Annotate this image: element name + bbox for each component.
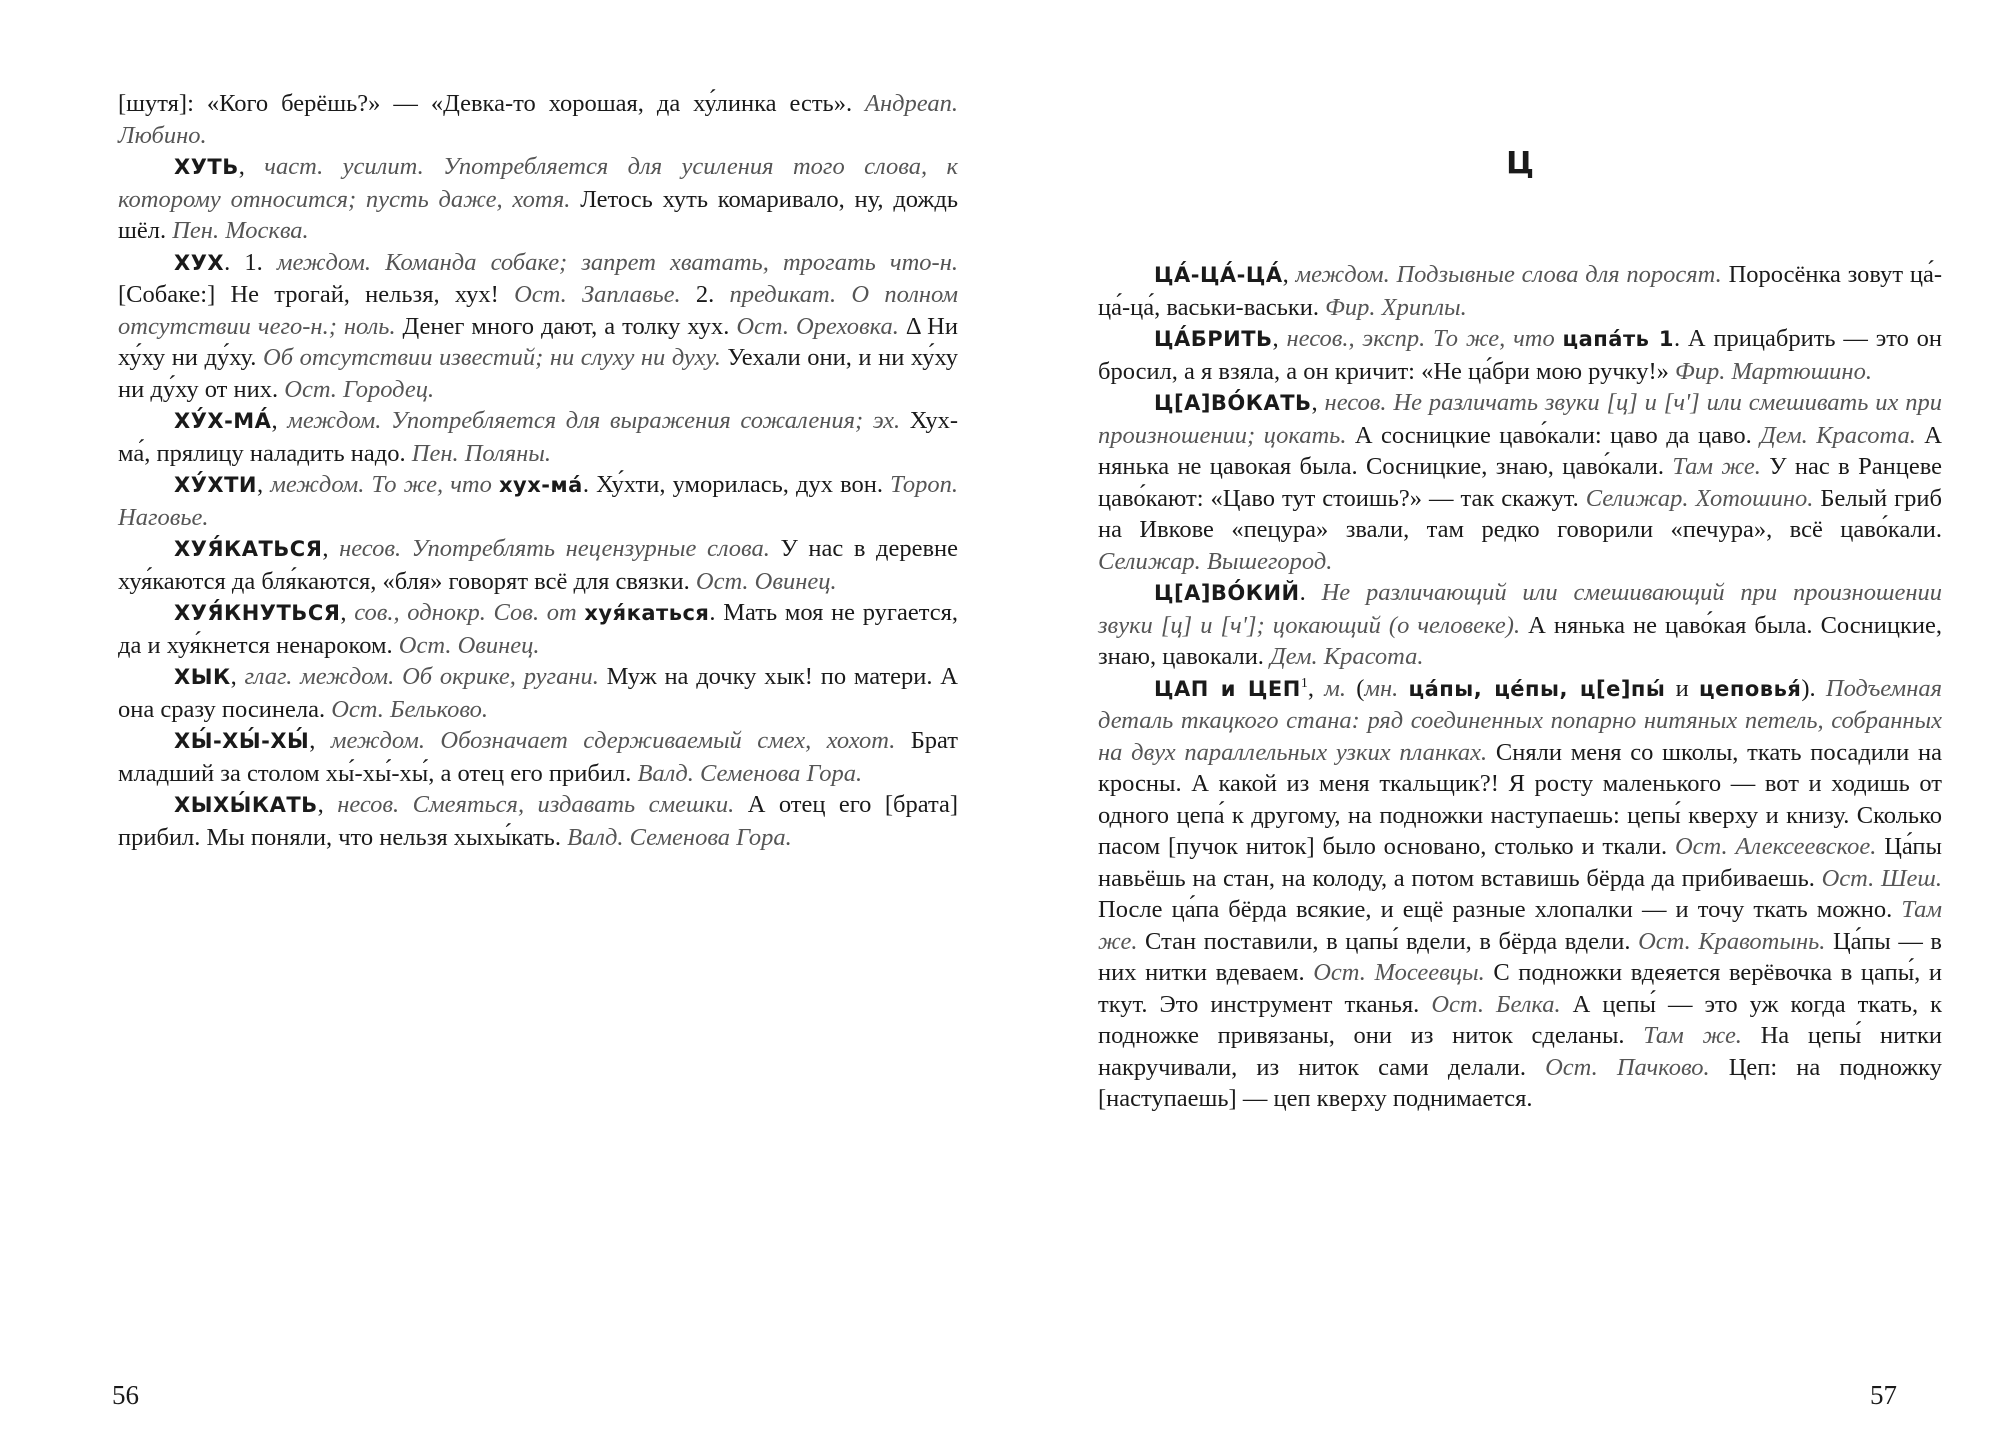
text-run bbox=[1555, 325, 1563, 352]
text-run: У нас в деревне хуя́каются да бля́каются, «бля» говорят всё для связки. bbox=[118, 535, 958, 595]
italic-text: междом. Команда собаке; запрет хватать, трогать что-н. bbox=[276, 248, 958, 276]
text-run: После ца́па бёрда всякие, и ещё разные хлопалки — и точу ткать можно. bbox=[1098, 896, 1902, 923]
italic-text: Фир. Мартюшино. bbox=[1675, 357, 1872, 385]
text-run: Ца́пы — в них нитки вдеваем. bbox=[1098, 927, 1942, 986]
italic-text: междом. Обозначает сдерживаемый смех, хохот. bbox=[330, 727, 896, 754]
italic-text: Ост. Овинец. bbox=[398, 631, 540, 659]
headword: хух-ма́ bbox=[498, 473, 583, 497]
text-run: , bbox=[317, 791, 338, 818]
text-run: , bbox=[1307, 674, 1325, 702]
text-run: А цепы́ — это уж когда ткать, к подножке привязаны, они из ниток сделаны. bbox=[1098, 990, 1942, 1049]
italic-text: Об отсутствии известий; ни слуху ни духу. bbox=[263, 344, 721, 371]
headword: ХУЯ́КАТЬСЯ bbox=[174, 537, 323, 561]
text-run: Сняли меня со школы, ткать посадили на кросны. А какой из меня ткальщик?! Я росту маленького — вот и ходишь от одного цепа́ к другому, на подножки наступаешь: цепы́ кверху и книзу. Сколько пасом [пучок ниток] было основано, столько и ткали. bbox=[1098, 738, 1943, 860]
italic-text: част. усилит. Употребляется для усиления того слова, к которому относится; пусть даже, хотя. bbox=[118, 153, 958, 213]
italic-text: Ост. Ореховка. bbox=[736, 312, 899, 340]
headword: ХУЯ́КНУТЬСЯ bbox=[174, 601, 341, 625]
text-run: С подножки вдеяется верёвочка в цапы́, и ткут. Это инструмент тканья. bbox=[1098, 959, 1943, 1018]
italic-text: Валд. Семенова Гора. bbox=[567, 823, 792, 851]
text-run: А нянька не цаво́кая была. Сосницкие, знаю, цавокали. bbox=[1098, 611, 1943, 670]
italic-text: Ост. Кравотынь. bbox=[1638, 927, 1826, 955]
italic-text: Подъемная деталь ткацкого стана: ряд соединенных попарно нитяных петель, собранных на двух параллельных узких планках. bbox=[1098, 674, 1942, 766]
italic-text: Ост. Заплавье. bbox=[514, 281, 681, 308]
italic-text: Ост. Мосеевцы. bbox=[1313, 959, 1485, 986]
text-run: [шутя]: «Кого берёшь?» — «Девка-то хорошая, да ху́линка есть». bbox=[118, 90, 866, 117]
italic-text: глаг. междом. Об окрике, ругани. bbox=[244, 663, 599, 690]
italic-text: Ост. Белка. bbox=[1431, 990, 1561, 1018]
text-run: ( bbox=[1345, 674, 1365, 702]
text-run: , bbox=[1311, 389, 1325, 416]
italic-text: сов., однокр. Сов. от bbox=[354, 599, 577, 626]
italic-text: междом. То же, что bbox=[270, 471, 492, 498]
page-number-left: 56 bbox=[112, 1380, 139, 1410]
text-run: Белый гриб на Ивкове «пецура» звали, там редко говорили «печура», всё цаво́кали. bbox=[1098, 484, 1942, 543]
italic-text: Там же. bbox=[1098, 896, 1942, 955]
dictionary-entry bbox=[1098, 259, 1942, 323]
dictionary-entry bbox=[118, 725, 958, 789]
headword: хуя́каться bbox=[584, 601, 710, 625]
text-run: . Мать моя не ругается, да и хуя́кнется ненароком. bbox=[118, 599, 958, 659]
italic-text: несов., экспр. То же, что bbox=[1286, 325, 1555, 352]
left-page bbox=[118, 88, 958, 853]
dictionary-entry bbox=[118, 661, 958, 725]
text-run: А сосницкие цаво́кали: цаво да цаво. bbox=[1346, 421, 1761, 449]
headword: ХЫК bbox=[174, 665, 231, 689]
text-run: У нас в Ранцеве цаво́кают: «Цаво тут стоишь?» — так скажут. bbox=[1098, 453, 1943, 512]
text-run: , bbox=[1272, 325, 1287, 352]
italic-text: Тороп. Наговье. bbox=[118, 471, 958, 531]
text-run: А нянька не цавокая была. Сосницкие, знаю, цаво́кали. bbox=[1098, 421, 1943, 480]
text-run: Стан поставили, в цапы́ вдели, в бёрда вдели. bbox=[1137, 927, 1639, 955]
dictionary-entry bbox=[1098, 577, 1942, 673]
italic-text: Не различающий или смешивающий при произношении звуки [ц] и [ч']; цокающий (о человеке). bbox=[1098, 579, 1942, 639]
headword: ХУТЬ bbox=[174, 155, 239, 179]
superscript: 1 bbox=[1300, 675, 1308, 691]
headword: ХУХ bbox=[174, 250, 225, 275]
text-run: , bbox=[309, 727, 331, 754]
italic-text: междом. Употребляется для выражения сожаления; эх. bbox=[287, 407, 901, 434]
dictionary-entry bbox=[118, 151, 958, 247]
text-run: , bbox=[340, 599, 355, 626]
text-run: Δ Ни ху́ху ни ду́ху. bbox=[118, 312, 958, 371]
dictionary-entry bbox=[118, 469, 958, 533]
headword: ХЫХЫ́КАТЬ bbox=[174, 793, 318, 817]
page-number-right: 57 bbox=[1870, 1380, 1897, 1410]
text-run: [Собаке:] Не трогай, нельзя, хух! bbox=[118, 281, 515, 308]
dictionary-entry bbox=[118, 533, 958, 597]
text-run: Поросёнка зовут ца́-ца́-ца́, васьки-васьки. bbox=[1098, 261, 1943, 321]
text-run: , bbox=[271, 407, 288, 434]
text-run: Денег много дают, а толку хух. bbox=[395, 312, 737, 340]
text-run: . bbox=[1299, 579, 1322, 606]
left-page-entries bbox=[118, 88, 958, 853]
text-run: А отец его [брата] прибил. Мы поняли, что нельзя хыхы́кать. bbox=[118, 791, 959, 851]
text-run: На цепы́ нитки накручивали, из ниток сами делали. bbox=[1098, 1022, 1942, 1081]
text-run: Летось хуть комаривало, ну, дождь шёл. bbox=[118, 185, 959, 244]
text-run: . 1. bbox=[224, 248, 277, 276]
text-run: . А прицабрить — это он бросил, а я взяла, а он кричит: «Не ца́бри мою ручку!» bbox=[1098, 325, 1943, 385]
text-run: , bbox=[1282, 261, 1296, 288]
right-page-entries bbox=[1098, 259, 1942, 1115]
text-run: ). bbox=[1801, 674, 1826, 702]
italic-text: мн. bbox=[1364, 674, 1399, 702]
text-run: Цеп: на подножку [наступаешь] — цеп кверху поднимается. bbox=[1098, 1053, 1942, 1112]
italic-text: Селижар. Хотошино. bbox=[1585, 484, 1814, 512]
italic-text: Ост. Шеш. bbox=[1821, 864, 1942, 892]
dictionary-entry bbox=[1098, 387, 1942, 577]
italic-text: междом. Подзывные слова для поросят. bbox=[1295, 261, 1722, 288]
text-run: Уехали они, и ни ху́ху ни ду́ху от них. bbox=[118, 344, 959, 403]
text-run bbox=[1398, 675, 1408, 702]
text-run: , bbox=[230, 663, 245, 690]
text-run: , bbox=[238, 153, 265, 180]
text-run: Брат младший за столом хы́-хы́-хы́, а отец его прибил. bbox=[118, 727, 958, 787]
headword: цапа́ть 1 bbox=[1562, 327, 1674, 351]
headword: ЦА́-ЦА́-ЦА́ bbox=[1154, 263, 1283, 287]
italic-text: Валд. Семенова Гора. bbox=[637, 759, 863, 787]
italic-text: Там же. bbox=[1672, 453, 1761, 480]
dictionary-entry bbox=[1098, 673, 1942, 1115]
italic-text: Ост. Пачково. bbox=[1545, 1053, 1710, 1081]
headword: ЦА́БРИТЬ bbox=[1154, 327, 1273, 351]
text-run: 2. bbox=[680, 281, 730, 308]
italic-text: Пен. Поляны. bbox=[411, 439, 551, 467]
italic-text: Андреап. Любино. bbox=[118, 90, 958, 149]
italic-text: Там же. bbox=[1643, 1022, 1742, 1049]
italic-text: Ост. Алексеевское. bbox=[1674, 833, 1877, 860]
headword: Ц[А]ВО́КАТЬ bbox=[1154, 391, 1312, 415]
letter-heading: Ц bbox=[1506, 146, 1534, 181]
headword: ЦАП и ЦЕП bbox=[1154, 676, 1301, 701]
headword: ХУ́Х-МА́ bbox=[174, 409, 272, 433]
dictionary-entry bbox=[118, 88, 958, 151]
dictionary-entry bbox=[118, 247, 958, 406]
right-page bbox=[1098, 88, 1942, 1115]
italic-text: несов. Не различать звуки [ц] и [ч'] или смешивать их при произношении; цокать. bbox=[1098, 389, 1942, 449]
italic-text: несов. Смеяться, издавать смешки. bbox=[337, 791, 735, 818]
italic-text: м. bbox=[1324, 674, 1346, 702]
italic-text: Ост. Овинец. bbox=[695, 567, 837, 595]
headword: Ц[А]ВО́КИЙ bbox=[1154, 581, 1300, 605]
italic-text: несов. Употреблять нецензурные слова. bbox=[339, 535, 770, 562]
headword: ца́пы, це́пы, ц[е]пы́ bbox=[1408, 676, 1666, 701]
text-run: и bbox=[1665, 674, 1700, 702]
italic-text: Ост. Городец. bbox=[284, 375, 435, 403]
italic-text: Дем. Красота. bbox=[1270, 643, 1424, 670]
italic-text: предикат. О полном отсутствии чего-н.; ноль. bbox=[118, 281, 959, 340]
dictionary-entry bbox=[118, 789, 958, 853]
italic-text: Селижар. Вышегород. bbox=[1098, 547, 1333, 575]
italic-text: Ост. Бельково. bbox=[331, 695, 489, 723]
dictionary-entry bbox=[1098, 323, 1942, 387]
text-run: , bbox=[256, 471, 271, 498]
headword: цеповья́ bbox=[1699, 676, 1802, 701]
dictionary-entry bbox=[118, 597, 958, 661]
italic-text: Дем. Красота. bbox=[1760, 421, 1916, 449]
text-run: . Ху́хти, уморилась, дух вон. bbox=[582, 471, 891, 498]
headword: ХЫ́-ХЫ́-ХЫ́ bbox=[174, 729, 310, 753]
text-run: Ца́пы навьёшь на стан, на колоду, а потом вставишь бёрда да прибиваешь. bbox=[1098, 833, 1943, 892]
text-run: , bbox=[322, 535, 340, 562]
text-run: Хух-ма́, прялицу наладить надо. bbox=[118, 407, 958, 467]
dictionary-entry bbox=[118, 405, 958, 469]
italic-text: Фир. Хриплы. bbox=[1325, 293, 1467, 321]
text-run bbox=[492, 471, 499, 498]
text-run: Муж на дочку хык! по матери. А она сразу посинела. bbox=[118, 663, 959, 723]
headword: ХУ́ХТИ bbox=[174, 473, 257, 497]
italic-text: Пен. Москва. bbox=[172, 217, 309, 244]
